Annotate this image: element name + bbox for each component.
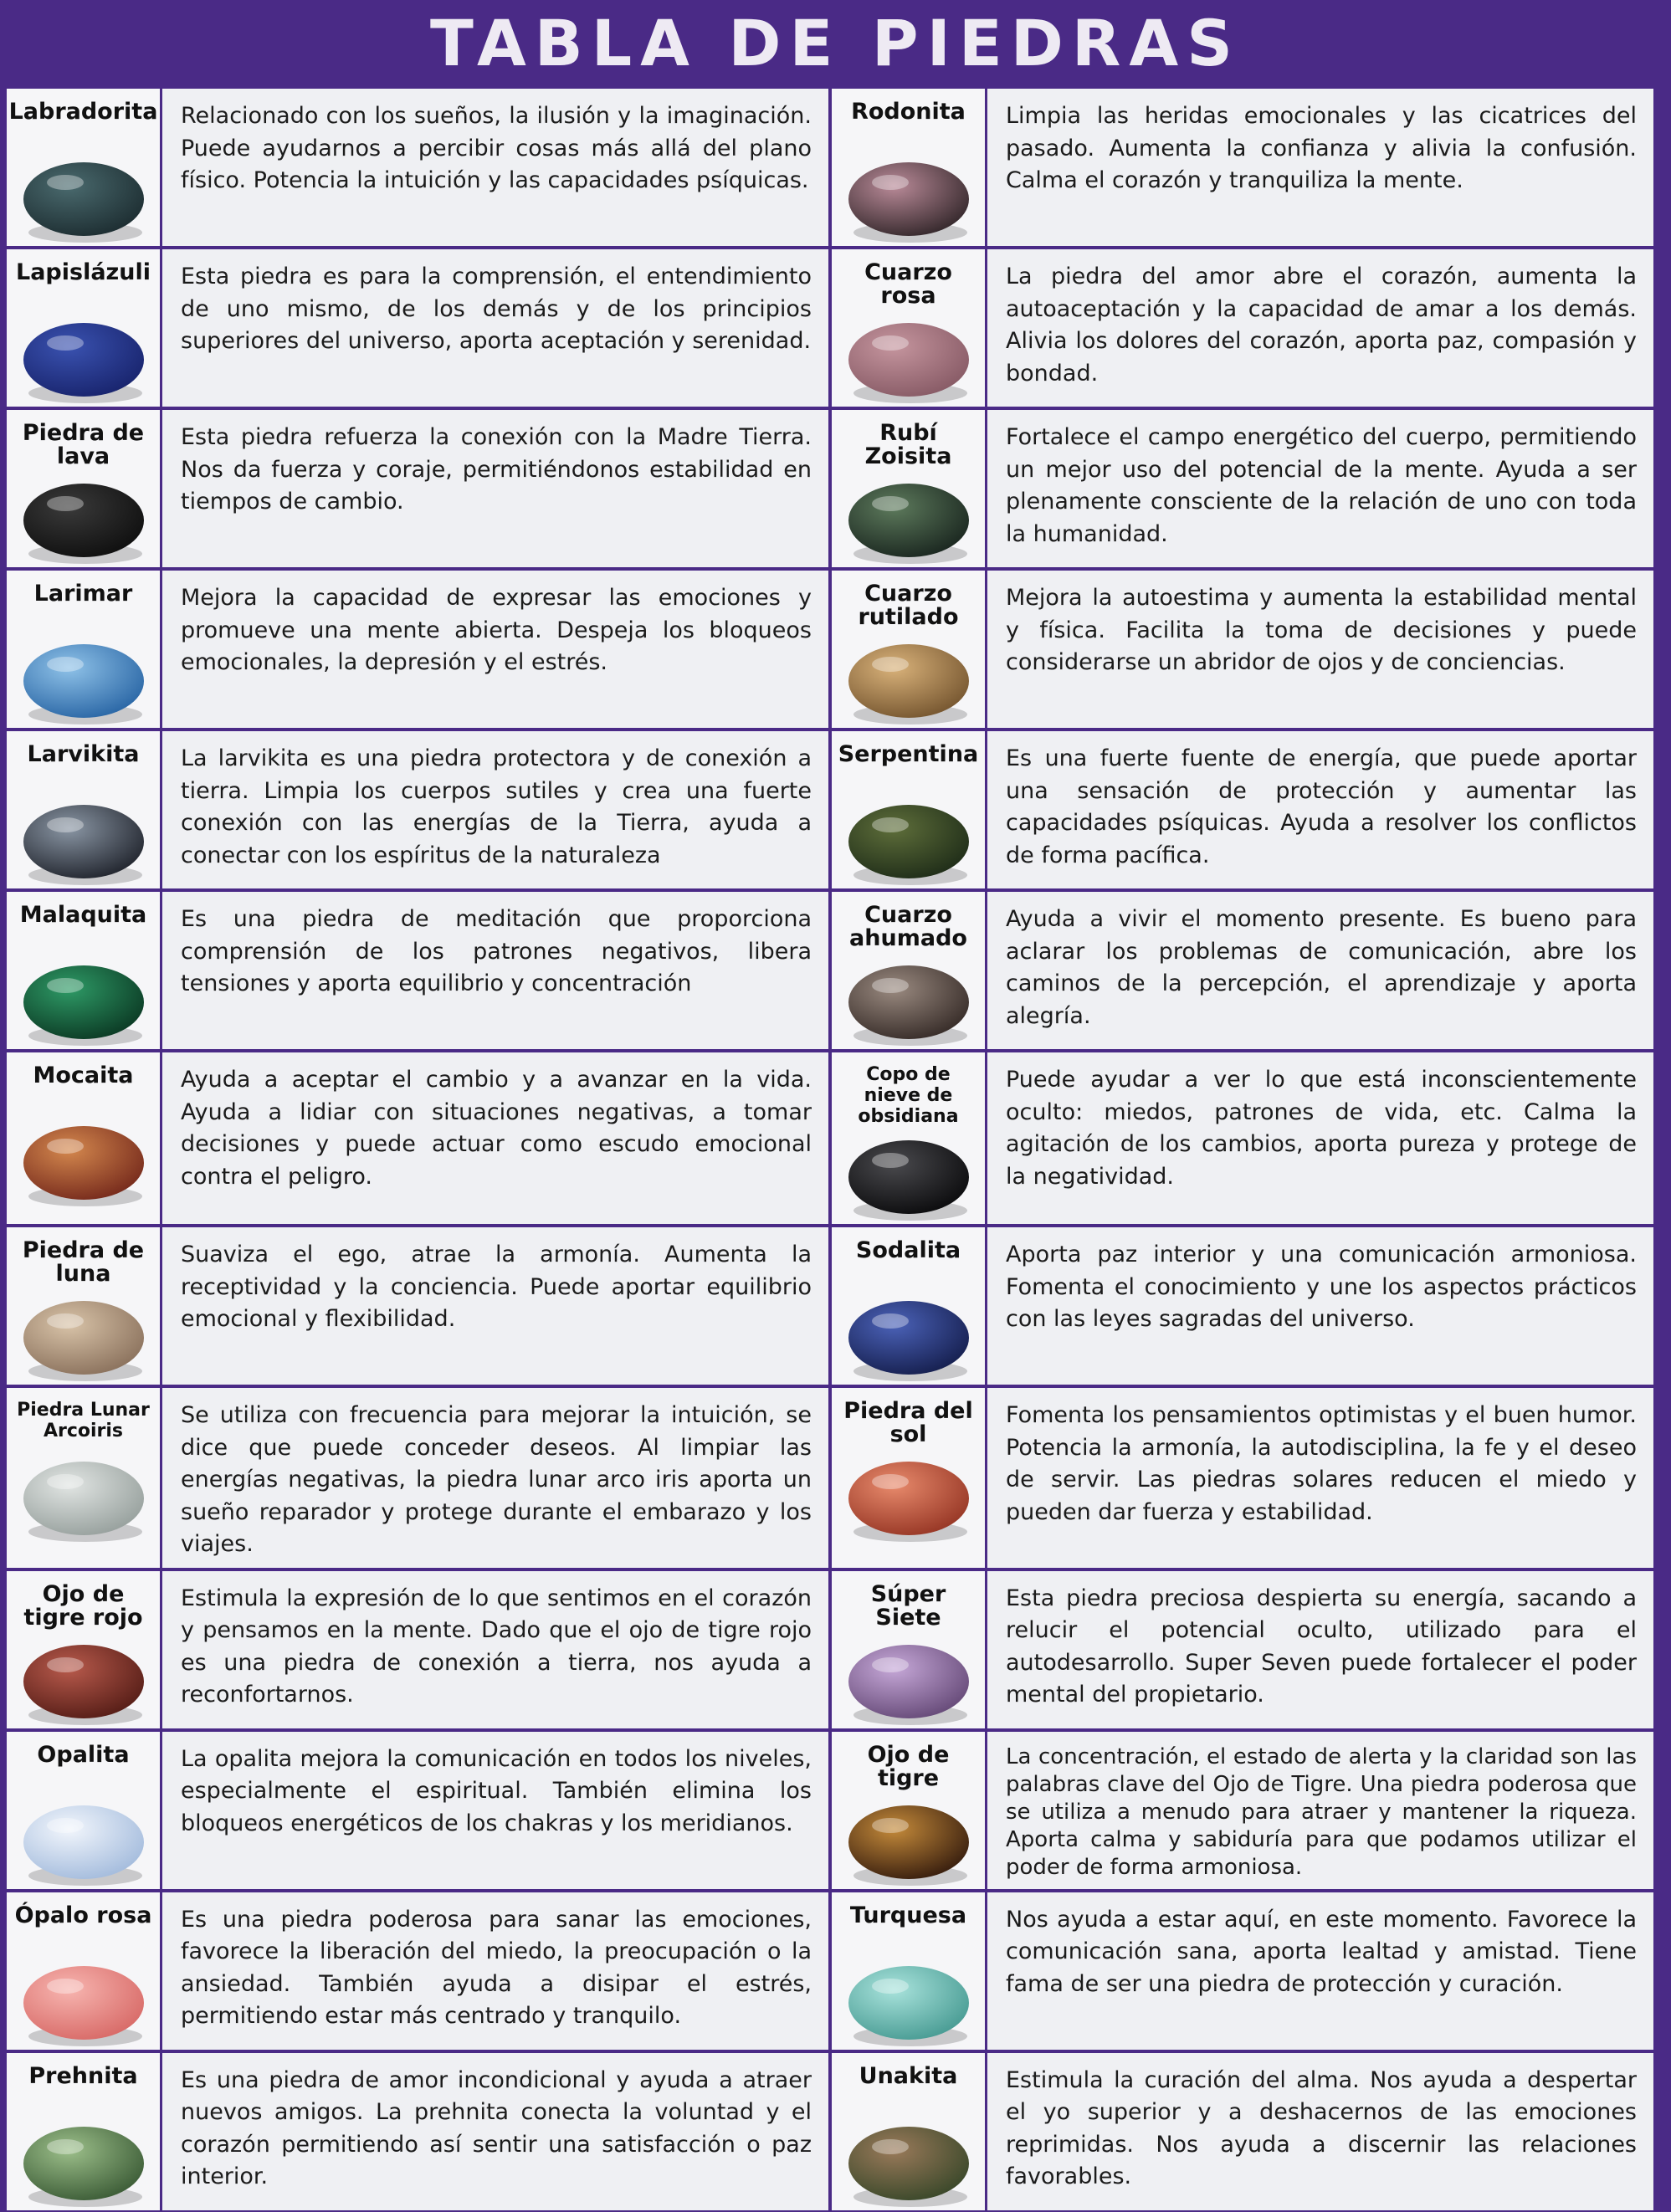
stone-description: Se utiliza con frecuencia para mejorar la intuición, se dice que puede conceder deseos. Al limpiar las energías negativas, la piedra lunar arco iris aporta un sueño reparador y protege durante el embarazo y los viajes. [162, 1388, 828, 1568]
stone-entry [830, 248, 1655, 408]
stone-description: Limpia las heridas emocionales y las cicatrices del pasado. Aumenta la confianza y alivia la confusión. Calma el corazón y tranquiliza la mente. [987, 89, 1653, 246]
stone-image-cell [7, 1227, 162, 1385]
stone-name: Cuarzo ahumado [849, 902, 967, 951]
stone-description: Fortalece el campo energético del cuerpo, permitiendo un mejor uso del potencial de la mente. Ayuda a ser plenamente consciente de la relación de uno con toda la humanidad. [987, 410, 1653, 567]
stone-image-cell [832, 571, 987, 728]
stone-photo-icon [842, 955, 976, 1049]
stone-photo-icon [17, 2117, 151, 2210]
stone-entry [830, 1730, 1655, 1891]
stone-photo-icon [17, 634, 151, 728]
stone-photo-icon [842, 474, 976, 567]
stone-name: Malaquita [19, 902, 147, 928]
stone-name: Ojo de tigre [867, 1741, 950, 1791]
stone-entry [830, 730, 1655, 890]
stone-image-cell [7, 892, 162, 1049]
stone-entry [5, 2051, 830, 2212]
stone-entry [5, 1730, 830, 1891]
stone-image-cell [7, 1892, 162, 2050]
stone-name: Piedra de lava [22, 420, 145, 469]
stone-name: Serpentina [838, 741, 979, 767]
stone-description: Es una fuerte fuente de energía, que puede aportar una sensación de protección y aumentar las capacidades psíquicas. Ayuda a resolver los conflictos de forma pacífica. [987, 731, 1653, 888]
stone-photo-icon [17, 955, 151, 1049]
stone-photo-icon [842, 1452, 976, 1545]
stone-entry [5, 87, 830, 248]
stone-photo-icon [17, 1452, 151, 1545]
stone-photo-icon [842, 795, 976, 888]
stone-image-cell [832, 1388, 987, 1568]
stone-entry [830, 87, 1655, 248]
stone-description: Ayuda a aceptar el cambio y a avanzar en la vida. Ayuda a lidiar con situaciones negativas, a tomar decisiones y puede actuar como escudo emocional contra el peligro. [162, 1052, 828, 1224]
stone-name: Piedra del sol [843, 1398, 973, 1447]
stone-photo-icon [17, 1116, 151, 1210]
stone-entry [5, 408, 830, 569]
stone-description: Esta piedra es para la comprensión, el entendimiento de uno mismo, de los demás y de los principios superiores del universo, aporta aceptación y serenidad. [162, 249, 828, 407]
stone-photo-icon [842, 1956, 976, 2050]
stone-image-cell [832, 1732, 987, 1889]
stone-description: La piedra del amor abre el corazón, aumenta la autoaceptación y la capacidad de amar a los demás. Alivia los dolores del corazón, aporta paz, compasión y bondad. [987, 249, 1653, 407]
stone-photo-icon [842, 634, 976, 728]
stone-photo-icon [842, 1291, 976, 1385]
stone-description: Esta piedra preciosa despierta su energía, sacando a relucir el potencial oculto, utilizado para el autodesarrollo. Super Seven puede fortalecer el poder mental del propietario. [987, 1571, 1653, 1728]
stone-image-cell [7, 249, 162, 407]
stone-description: Estimula la expresión de lo que sentimos en el corazón y pensamos en la mente. Dado que el ojo de tigre rojo es una piedra de conexión a tierra, nos ayuda a reconfortarnos. [162, 1571, 828, 1728]
stone-description: Ayuda a vivir el momento presente. Es bueno para aclarar los problemas de comunicación, abre los caminos de la percepción, el aprendizaje y aporta alegría. [987, 892, 1653, 1049]
stone-image-cell [832, 1052, 987, 1224]
stone-image-cell [832, 1892, 987, 2050]
stone-name: Ópalo rosa [14, 1902, 152, 1928]
stone-description: La larvikita es una piedra protectora y de conexión a tierra. Limpia los cuerpos sutiles y crea una fuerte conexión con las energías de la Tierra, ayuda a conectar con los espíritus de la naturaleza [162, 731, 828, 888]
stone-photo-icon [17, 795, 151, 888]
stone-name: Lapislázuli [16, 259, 151, 285]
stone-entry [5, 1569, 830, 1730]
stone-image-cell [7, 731, 162, 888]
stone-description: Es una piedra de amor incondicional y ayuda a atraer nuevos amigos. La prehnita conecta la voluntad y el corazón permitiendo así sentir una satisfacción o paz interior. [162, 2053, 828, 2210]
stone-entry [830, 569, 1655, 730]
stone-photo-icon [17, 1291, 151, 1385]
stone-image-cell [832, 89, 987, 246]
stone-name: Copo de nieve de obsidiana [858, 1064, 959, 1127]
stone-name: Prehnita [28, 2062, 138, 2089]
stone-entry [5, 1891, 830, 2051]
stone-description: Es una piedra poderosa para sanar las emociones, favorece la liberación del miedo, la preocupación o la ansiedad. También ayuda a disipar el estrés, permitiendo estar más centrado y tranquilo. [162, 1892, 828, 2050]
stone-photo-icon [842, 1635, 976, 1728]
stone-photo-icon [17, 474, 151, 567]
stone-name: Súper Siete [870, 1580, 946, 1631]
stone-photo-icon [842, 152, 976, 246]
stone-image-cell [832, 410, 987, 567]
stone-entry [5, 1386, 830, 1569]
stone-description: Es una piedra de meditación que proporciona comprensión de los patrones negativos, libera tensiones y aporta equilibrio y concentración [162, 892, 828, 1049]
stone-entry [5, 890, 830, 1051]
stone-description: Nos ayuda a estar aquí, en este momento. Favorece la comunicación sana, aporta lealtad y amistad. Tiene fama de ser una piedra de protección y curación. [987, 1892, 1653, 2050]
stone-entry [830, 1569, 1655, 1730]
stone-image-cell [7, 1052, 162, 1224]
stone-description: Esta piedra refuerza la conexión con la Madre Tierra. Nos da fuerza y coraje, permitiéndonos estabilidad en tiempos de cambio. [162, 410, 828, 567]
stone-description: Aporta paz interior y una comunicación armoniosa. Fomenta el conocimiento y une los aspectos prácticos con las leyes sagradas del universo. [987, 1227, 1653, 1385]
stone-name: Cuarzo rosa [864, 259, 952, 309]
stone-name: Cuarzo rutilado [858, 581, 959, 630]
stone-description: La opalita mejora la comunicación en todos los niveles, especialmente el espiritual. También elimina los bloqueos energéticos de los chakras y los meridianos. [162, 1732, 828, 1889]
stone-image-cell [7, 1571, 162, 1728]
stone-image-cell [7, 1388, 162, 1568]
stone-image-cell [832, 892, 987, 1049]
stone-photo-icon [842, 1795, 976, 1889]
stone-entry [5, 248, 830, 408]
page-title: TABLA DE PIEDRAS [430, 6, 1241, 80]
stone-image-cell [7, 2053, 162, 2210]
stone-name: Piedra Lunar Arcoiris [17, 1400, 150, 1441]
stone-name: Piedra de luna [22, 1237, 145, 1287]
stone-name: Rubí Zoisita [864, 420, 952, 469]
stone-image-cell [832, 731, 987, 888]
stone-photo-icon [17, 313, 151, 407]
stone-name: Turquesa [849, 1902, 967, 1928]
stone-image-cell [832, 1571, 987, 1728]
stone-image-cell [7, 89, 162, 246]
stone-image-cell [7, 1732, 162, 1889]
stone-description: Puede ayudar a ver lo que está inconscientemente oculto: miedos, patrones de vida, etc. Calma la agitación de los cambios, aporta pureza y protege de la negatividad. [987, 1052, 1653, 1224]
stone-entry [5, 730, 830, 890]
stones-table [5, 87, 1655, 2189]
stone-name: Ojo de tigre rojo [23, 1580, 143, 1631]
stone-photo-icon [17, 152, 151, 246]
stone-photo-icon [17, 1635, 151, 1728]
stone-entry [830, 1226, 1655, 1386]
stone-description: Relacionado con los sueños, la ilusión y la imaginación. Puede ayudarnos a percibir cosas más allá del plano físico. Potencia la intuición y las capacidades psíquicas. [162, 89, 828, 246]
stone-description: Mejora la autoestima y aumenta la estabilidad mental y física. Facilita la toma de decisiones y puede considerarse un abridor de ojos y de conciencias. [987, 571, 1653, 728]
stone-name: Labradorita [8, 99, 158, 125]
stone-photo-icon [842, 1130, 976, 1224]
stone-name: Larimar [33, 581, 133, 607]
stone-photo-icon [17, 1956, 151, 2050]
stone-image-cell [832, 249, 987, 407]
stone-image-cell [832, 2053, 987, 2210]
stone-entry [830, 2051, 1655, 2212]
stone-entry [830, 890, 1655, 1051]
stone-photo-icon [842, 313, 976, 407]
stone-entry [830, 408, 1655, 569]
stone-name: Larvikita [27, 741, 140, 767]
stone-photo-icon [17, 1795, 151, 1889]
stone-name: Mocaita [33, 1062, 134, 1088]
stone-description: Fomenta los pensamientos optimistas y el buen humor. Potencia la armonía, la autodisciplina, la fe y el deseo de servir. Las piedras solares reducen el miedo y pueden dar fuerza y estabilidad. [987, 1388, 1653, 1568]
stone-description: La concentración, el estado de alerta y la claridad son las palabras clave del Ojo de Tigre. Una piedra poderosa que se utiliza a menudo para atraer y mantener la riqueza. Aporta calma y sabiduría para que podamos utilizar el poder de forma armoniosa. [987, 1732, 1653, 1889]
stone-image-cell [7, 410, 162, 567]
stone-description: Estimula la curación del alma. Nos ayuda a despertar el yo superior y a deshacernos de las emociones reprimidas. Nos ayuda a discernir las relaciones favorables. [987, 2053, 1653, 2210]
stone-name: Unakita [859, 2062, 958, 2089]
stone-entry [830, 1891, 1655, 2051]
stone-image-cell [7, 571, 162, 728]
stone-entry [830, 1386, 1655, 1569]
stone-entry [5, 1226, 830, 1386]
stone-photo-icon [842, 2117, 976, 2210]
stone-entry [830, 1051, 1655, 1226]
stone-name: Rodonita [851, 99, 966, 125]
stone-description: Mejora la capacidad de expresar las emociones y promueve una mente abierta. Despeja los bloqueos emocionales, la depresión y el estrés. [162, 571, 828, 728]
stone-entry [5, 569, 830, 730]
stone-name: Sodalita [855, 1237, 961, 1263]
stone-name: Opalita [37, 1741, 130, 1768]
stone-entry [5, 1051, 830, 1226]
stone-description: Suaviza el ego, atrae la armonía. Aumenta la receptividad y la conciencia. Puede aportar equilibrio emocional y flexibilidad. [162, 1227, 828, 1385]
stone-image-cell [832, 1227, 987, 1385]
